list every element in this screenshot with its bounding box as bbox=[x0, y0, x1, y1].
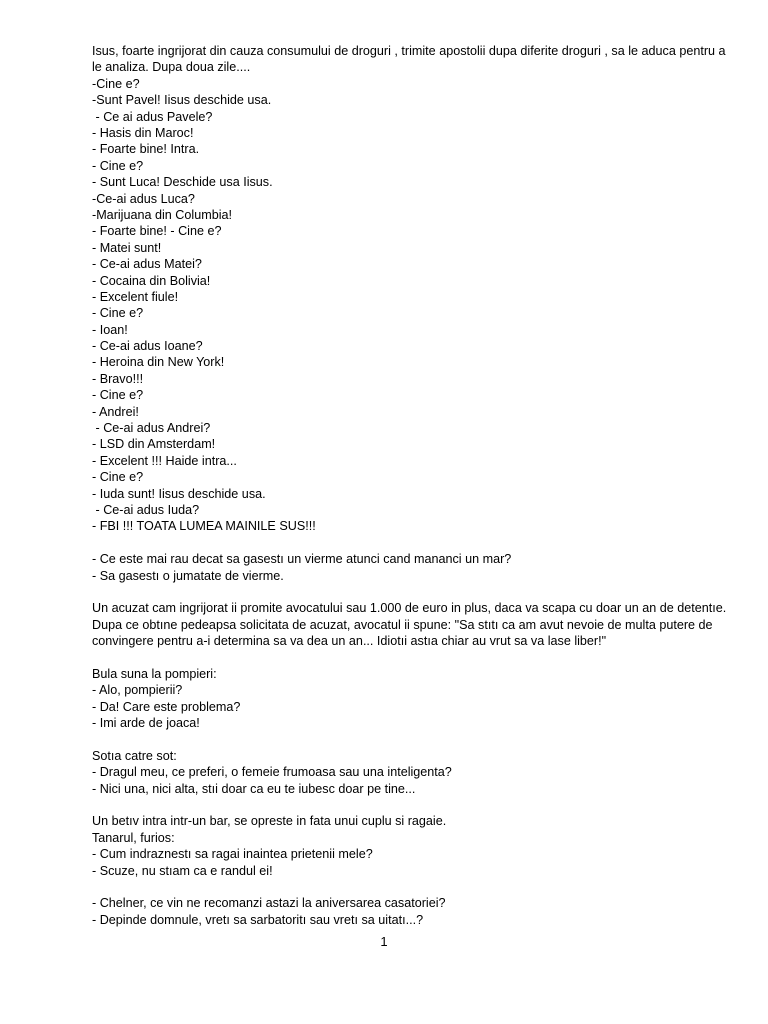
dialogue-line: - Andrei! bbox=[92, 404, 139, 419]
joke-line: Tanarul, furios: bbox=[92, 830, 175, 845]
dialogue-line: - Foarte bine! - Cine e? bbox=[92, 224, 222, 239]
dialogue-line: - FBI !!! TOATA LUMEA MAINILE SUS!!! bbox=[92, 519, 316, 534]
dialogue-line: - Ce-ai adus Andrei? bbox=[92, 421, 211, 436]
dialogue-line: - Ce-ai adus Matei? bbox=[92, 257, 202, 272]
dialogue-line: - Sunt Luca! Deschide usa Iisus. bbox=[92, 175, 273, 190]
dialogue-line: - LSD din Amsterdam! bbox=[92, 437, 216, 452]
dialogue-line: - Cum indraznestı sa ragai inaintea prietenii mele? bbox=[92, 847, 373, 862]
dialogue-line: - Cine e? bbox=[92, 158, 144, 173]
dialogue-line: - Cocaina din Bolivia! bbox=[92, 273, 211, 288]
dialogue-line: - Hasis din Maroc! bbox=[92, 125, 194, 140]
dialogue-line: - Matei sunt! bbox=[92, 240, 162, 255]
dialogue-line: -Cine e? bbox=[92, 76, 140, 91]
paragraph-gap bbox=[92, 797, 732, 813]
dialogue-line: - Excelent !!! Haide intra... bbox=[92, 453, 237, 468]
paragraph-gap bbox=[92, 731, 732, 747]
dialogue-line: - Dragul meu, ce preferi, o femeie frumoasa sau una inteligenta? bbox=[92, 765, 452, 780]
page-number: 1 bbox=[380, 934, 388, 949]
joke-line: Bula suna la pompieri: bbox=[92, 666, 217, 681]
dialogue-line: - Depinde domnule, vretı sa sarbatoritı sau vretı sa uitatı...? bbox=[92, 912, 424, 927]
paragraph-gap bbox=[92, 650, 732, 666]
dialogue-line: - Ce-ai adus Ioane? bbox=[92, 339, 203, 354]
dialogue-line: - Chelner, ce vin ne recomanzi astazi la aniversarea casatoriei? bbox=[92, 896, 446, 911]
dialogue-line: - Nici una, nici alta, stıi doar ca eu te iubesc doar pe tine... bbox=[92, 781, 416, 796]
joke-line: Sotıa catre sot: bbox=[92, 748, 177, 763]
dialogue-line: - Cine e? bbox=[92, 388, 144, 403]
dialogue-line: - Cine e? bbox=[92, 306, 144, 321]
dialogue-line: - Sa gasestı o jumatate de vierme. bbox=[92, 568, 284, 583]
dialogue-line: - Foarte bine! Intra. bbox=[92, 142, 200, 157]
dialogue-line: - Iuda sunt! Iisus deschide usa. bbox=[92, 486, 266, 501]
page-body bbox=[92, 43, 732, 928]
dialogue-line: - Cine e? bbox=[92, 470, 144, 485]
dialogue-line: -Sunt Pavel! Iisus deschide usa. bbox=[92, 93, 272, 108]
dialogue-line: - Excelent fiule! bbox=[92, 289, 179, 304]
dialogue-line: - Alo, pompierii? bbox=[92, 683, 183, 698]
dialogue-line: - Scuze, nu stıam ca e randul ei! bbox=[92, 863, 273, 878]
dialogue-line: - Ioan! bbox=[92, 322, 128, 337]
paragraph-gap bbox=[92, 879, 732, 895]
dialogue-line: - Da! Care este problema? bbox=[92, 699, 241, 714]
paragraph-gap bbox=[92, 535, 732, 551]
dialogue-line: - Ce-ai adus Iuda? bbox=[92, 502, 200, 517]
joke-intro: Isus, foarte ingrijorat din cauza consumului de droguri , trimite apostolii dupa diferite droguri , sa le aduca pentru a le analiza. Dupa doua zile.... bbox=[92, 44, 726, 75]
joke-paragraph: Un acuzat cam ingrijorat ii promite avocatului sau 1.000 de euro in plus, daca va scapa cu doar un an de detentıe. Dupa ce obtıne pedeapsa solicitata de acuzat, avocatul ii spune: "Sa stıtı ca am avut nevoie de multa putere de convingere pentru a-i determina sa va dea un an... Idiotıi astıa chiar au vrut sa va lase liber!" bbox=[92, 601, 727, 649]
dialogue-line: - Ce ai adus Pavele? bbox=[92, 109, 213, 124]
joke-line: Un betıv intra intr-un bar, se opreste in fata unui cuplu si ragaie. bbox=[92, 814, 447, 829]
dialogue-line: - Bravo!!! bbox=[92, 371, 144, 386]
dialogue-line: - Imi arde de joaca! bbox=[92, 716, 200, 731]
dialogue-line: -Marijuana din Columbia! bbox=[92, 207, 232, 222]
paragraph-gap bbox=[92, 584, 732, 600]
dialogue-line: - Ce este mai rau decat sa gasestı un vierme atunci cand mananci un mar? bbox=[92, 552, 512, 567]
dialogue-line: -Ce-ai adus Luca? bbox=[92, 191, 195, 206]
dialogue-line: - Heroina din New York! bbox=[92, 355, 225, 370]
